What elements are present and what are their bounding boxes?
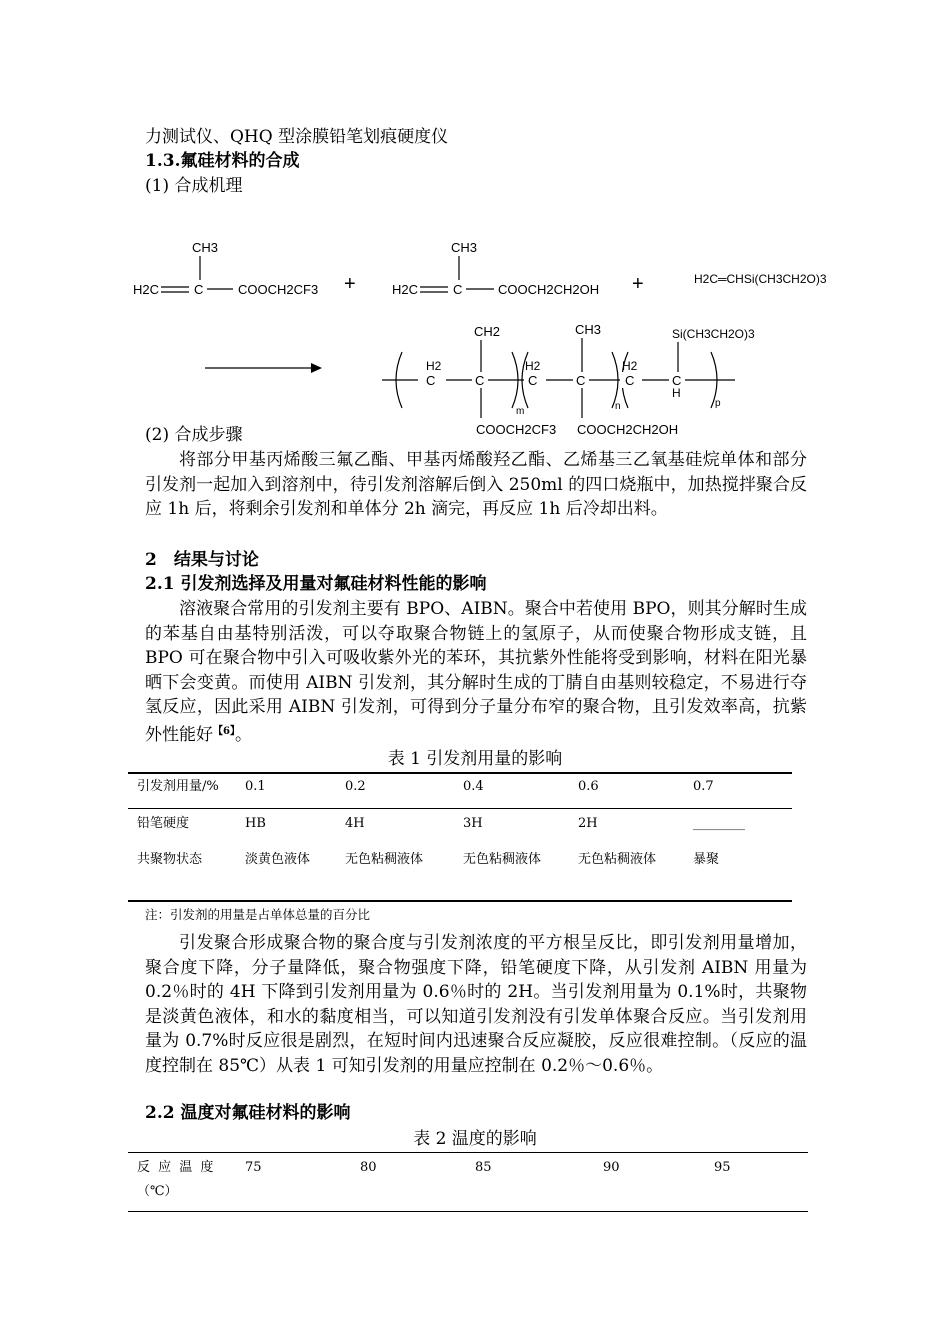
section-2-heading: 2 结果与讨论: [145, 550, 259, 570]
t2-header-unit: （℃）: [137, 1184, 178, 1199]
t1-r2-c4: 2H: [578, 816, 598, 831]
table1-caption: 表 1 引发剂用量的影响: [387, 749, 563, 769]
table1-note: 注：引发剂的用量是占单体总量的百分比: [145, 907, 371, 922]
t2-header-label: 反 应 温 度: [137, 1160, 216, 1175]
t2-val-4: 90: [603, 1160, 620, 1175]
t1-r3-c3: 无色粘稠液体: [463, 852, 542, 867]
t2-val-5: 95: [714, 1160, 731, 1175]
subheading-mechanism: (1) 合成机理: [145, 176, 243, 196]
plus-2: +: [632, 273, 644, 295]
para-initiator: 溶液聚合常用的引发剂主要有 BPO、AIBN。聚合中若使用 BPO，则其分解时生成的苯基自由基特别活泼，可以夺取聚合物链上的氢原子，从而使聚合物形成支链，且 BPO 可在聚合物中引入可吸收紫外光的苯环，其抗紫外性能将受到影响，材料在阳光暴晒下会变黄。而使用 AIBN 引发剂，其分解时生成的丁腈自由基则较稳定，不易进行夺氢反应，因此采用 AIBN 引发剂，可得到分子量分布窄的聚合物，且引发效率高，抗紫外性能好$^{【6】}$。: [145, 599, 807, 745]
p-h2-b: H2: [525, 359, 541, 373]
intro-line: 力测试仪、QHQ 型涂膜铅笔划痕硬度仪: [145, 127, 449, 147]
t2-val-2: 80: [360, 1160, 377, 1175]
t1-r3-c5: 暴聚: [693, 852, 720, 867]
table1-top-rule: [128, 772, 792, 774]
p-c-b: C: [528, 373, 538, 388]
t1-r3-c4: 无色粘稠液体: [578, 852, 657, 867]
r1-c: C: [194, 282, 204, 297]
t1-r2-c3: 3H: [463, 816, 483, 831]
p-sub-p: p: [715, 398, 721, 409]
citation-6: 【6】: [213, 725, 235, 737]
t1-r3-c2: 无色粘稠液体: [345, 852, 424, 867]
section-2-2-heading: 2.2 温度对氟硅材料的影响: [145, 1103, 351, 1123]
p-c-c: C: [625, 373, 635, 388]
section-2-1-heading: 2.1 引发剂选择及用量对氟硅材料性能的影响: [145, 574, 487, 594]
t2-val-1: 75: [245, 1160, 262, 1175]
t1-r2-c1: HB: [245, 816, 266, 831]
t1-r1-c5: 0.7: [693, 779, 714, 794]
subheading-steps: (2) 合成步骤: [145, 425, 243, 445]
p-sub-n: n: [615, 401, 621, 412]
p-c1: C: [475, 373, 485, 388]
p-h2-a: H2: [426, 359, 442, 373]
table1-bottom-rule: [128, 900, 792, 902]
p-c-a: C: [426, 373, 436, 388]
r1-ch3: CH3: [192, 240, 219, 255]
t1-r1-c1: 0.1: [245, 779, 266, 794]
r3-vinylsilane: H2C═CHSi(CH3CH2O)3: [694, 272, 827, 286]
r1-h2c: H2C: [133, 282, 160, 297]
reaction-scheme: [0, 228, 950, 443]
t1-r3-label: 共聚物状态: [137, 852, 203, 867]
p-h3: H: [672, 386, 681, 400]
t1-r2-label: 铅笔硬度: [137, 816, 190, 831]
t1-r1-c2: 0.2: [345, 779, 366, 794]
p-top-ch3: CH3: [575, 322, 602, 337]
p-c3: C: [672, 373, 682, 388]
table2-caption: 表 2 温度的影响: [413, 1129, 537, 1149]
r2-c: C: [453, 282, 463, 297]
p-top-ch2: CH2: [474, 324, 501, 339]
p-bot-ester1: COOCH2CF3: [476, 422, 557, 437]
plus-1: +: [344, 273, 356, 295]
table1-header-rule: [128, 808, 792, 809]
table2-bottom-rule: [128, 1211, 808, 1212]
section-1-3-heading: 1.3.氟硅材料的合成: [145, 151, 300, 171]
t1-r3-c1: 淡黄色液体: [245, 852, 311, 867]
r2-ester: COOCH2CH2OH: [498, 282, 600, 297]
r2-ch3: CH3: [451, 240, 478, 255]
t1-r2-c2: 4H: [345, 816, 365, 831]
p-bot-ester2: COOCH2CH2OH: [577, 422, 679, 437]
p-sub-m: m: [516, 406, 525, 417]
t1-r1-c3: 0.4: [463, 779, 484, 794]
r2-h2c: H2C: [392, 282, 419, 297]
t1-r1-label: 引发剂用量/%: [137, 779, 219, 794]
para-initiator-amount: 引发聚合形成聚合物的聚合度与引发剂浓度的平方根呈反比，即引发剂用量增加，聚合度下降，分子量降低，聚合物强度下降，铅笔硬度下降，从引发剂 AIBN 用量为 0.2％时的 4H 下降到引发剂用量为 0.6％时的 2H。当引发剂用量为 0.1%时，共聚物是淡黄色液体，和水的黏度相当，可以知道引发剂没有引发单体聚合反应。当引发剂用量为 0.7%时反应很是剧烈，在短时间内迅速聚合反应凝胶，反应很难控制。（反应的温度控制在 85℃）从表 1 可知引发剂的用量应控制在 0.2％～0.6％。: [145, 933, 807, 1076]
r1-ester: COOCH2CF3: [238, 282, 319, 297]
p-c2: C: [576, 373, 586, 388]
t1-r1-c4: 0.6: [578, 779, 599, 794]
p-h2-c: H2: [622, 359, 638, 373]
t1-r2-c5: ________: [693, 816, 745, 831]
t2-val-3: 85: [475, 1160, 492, 1175]
para-synthesis-steps: 将部分甲基丙烯酸三氟乙酯、甲基丙烯酸羟乙酯、乙烯基三乙氧基硅烷单体和部分引发剂一起加入到溶剂中，待引发剂溶解后倒入 250ml 的四口烧瓶中，加热搅拌聚合反应 1h 后，将剩余引发剂和单体分 2h 滴完，再反应 1h 后冷却出料。: [145, 450, 807, 520]
table2-top-rule: [128, 1152, 808, 1153]
p-top-silane: Si(CH3CH2O)3: [672, 327, 755, 341]
